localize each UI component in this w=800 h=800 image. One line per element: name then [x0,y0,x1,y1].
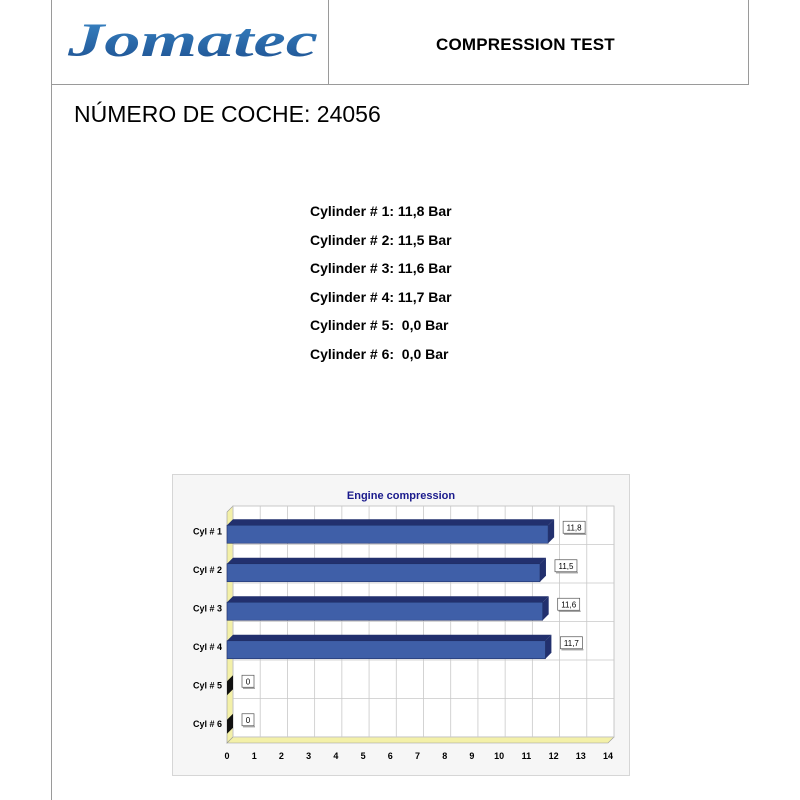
x-tick-label: 10 [494,751,505,761]
x-tick-label: 12 [548,751,559,761]
y-tick-label: Cyl # 5 [192,680,222,691]
cylinder-reading-4: Cylinder # 4: 11,7 Bar [310,288,452,305]
cylinder-readings [310,203,452,374]
data-label: 11,6 [561,600,577,610]
x-tick-label: 5 [360,751,366,761]
x-tick-label: 14 [602,751,614,761]
bar-top [227,596,549,602]
data-label: 0 [245,715,251,725]
data-label: 11,5 [558,561,574,571]
x-tick-label: 11 [521,751,532,761]
cylinder-reading-5: Cylinder # 5: 0,0 Bar [310,317,449,333]
bar-top [227,635,551,641]
bar [227,564,540,582]
cylinder-reading-3: Cylinder # 3: 11,6 Bar [310,260,452,276]
logo-wordmark: Jomatec [66,14,318,67]
bar-top [227,519,554,525]
cylinder-reading-6: Cylinder # 6: 0,0 Bar [310,345,449,362]
data-label: 11,8 [566,523,582,533]
y-tick-label: Cyl # 1 [192,526,222,537]
jomatec-logo [64,10,322,72]
bar [227,525,548,543]
y-tick-label: Cyl # 3 [192,603,222,614]
x-tick-label: 9 [469,751,475,761]
data-label: 0 [245,677,251,687]
y-tick-label: Cyl # 2 [192,564,222,575]
frame-left-line [51,0,52,800]
x-tick-label: 2 [278,751,284,761]
bar-top [227,558,546,564]
x-tick-label: 1 [251,751,257,761]
x-tick-label: 7 [414,751,421,761]
document-title: COMPRESSION TEST [436,35,615,54]
x-tick-label: 8 [442,751,448,761]
data-label: 11,7 [563,638,579,648]
engine-compression-chart [172,474,630,776]
x-tick-label: 0 [224,751,230,761]
y-tick-label: Cyl # 4 [192,641,222,652]
car-number-label: NÚMERO DE COCHE: 24056 [74,101,381,127]
bar [227,602,543,620]
frame-divider-line [328,0,329,84]
y-tick-label: Cyl # 6 [192,718,222,729]
x-tick-label: 13 [575,751,586,761]
x-tick-label: 3 [306,751,312,761]
chart-title: Engine compression [346,490,456,502]
header-bottom-line [51,84,749,85]
chart-svg [173,475,629,775]
cylinder-reading-2: Cylinder # 2: 11,5 Bar [310,231,452,248]
frame-right-line [748,0,749,84]
x-tick-label: 6 [387,751,393,761]
cylinder-reading-1: Cylinder # 1: 11,8 Bar [310,203,452,219]
bar [227,641,545,659]
x-tick-label: 4 [333,751,339,761]
plot-floor [227,737,614,743]
